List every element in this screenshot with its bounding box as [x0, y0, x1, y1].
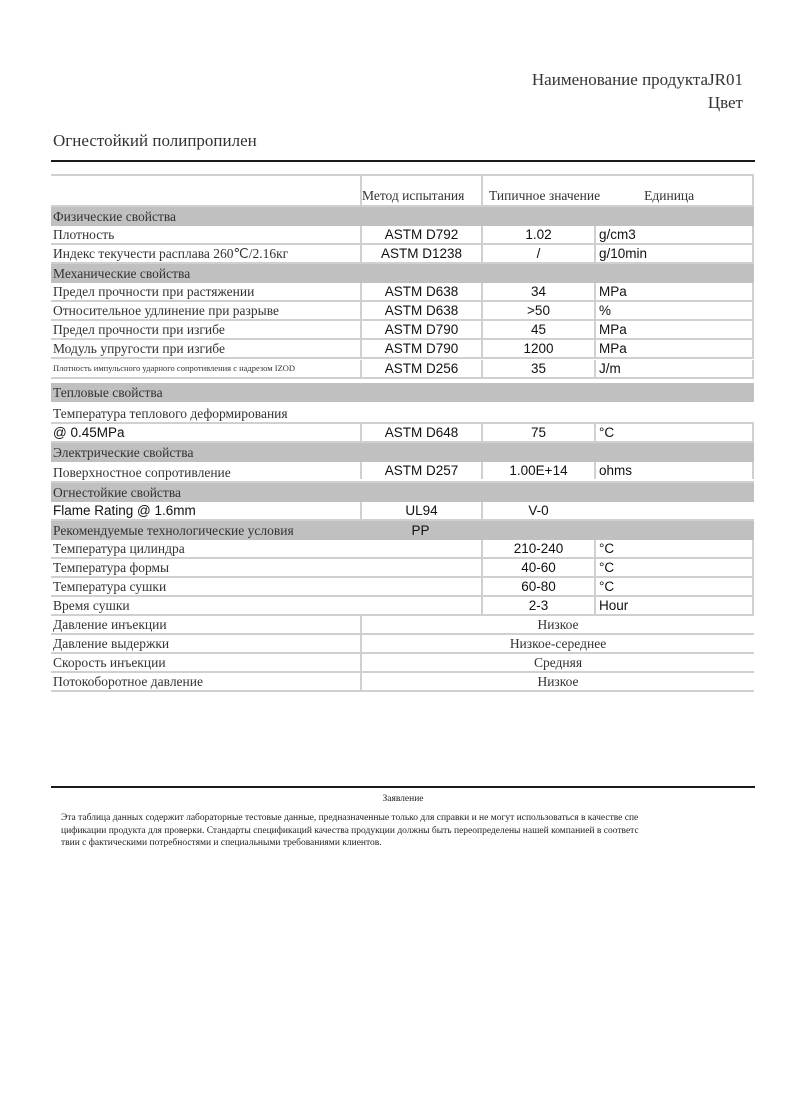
- section-header-processing: [51, 521, 754, 540]
- property-name: Flame Rating @ 1.6mm: [53, 503, 196, 518]
- property-name: @ 0.45MPa: [53, 425, 125, 440]
- test-method: ASTM D638: [360, 302, 481, 319]
- typical-value: 40-60: [481, 559, 594, 576]
- test-method: ASTM D790: [360, 340, 481, 357]
- disclaimer-line: твии с фактическими потребностями и специальными требованиями клиентов.: [61, 838, 382, 848]
- section-header-physical: [51, 207, 754, 226]
- property-name: Потокоборотное давление: [53, 674, 203, 689]
- merged-value: Низкое: [360, 673, 754, 690]
- table-row: [51, 245, 754, 264]
- product-name-label: Наименование продуктаJR01: [531, 70, 743, 89]
- table-row: [51, 405, 754, 424]
- typical-value: V-0: [481, 502, 594, 519]
- section-title: Тепловые свойства: [53, 384, 163, 400]
- unit: MPa: [594, 283, 754, 300]
- table-row: [51, 578, 754, 597]
- table-row: [51, 462, 754, 483]
- property-name: Предел прочности при растяжении: [53, 284, 255, 299]
- property-name: Поверхностное сопротивление: [53, 465, 231, 480]
- disclaimer-line: цификации продукта для проверки. Стандарты спецификаций качества продукции должны быть переопределены нашей компанией в соответс: [61, 825, 639, 836]
- merged-value: Низкое-середнее: [360, 635, 754, 652]
- test-method: ASTM D1238: [360, 245, 481, 262]
- test-method: ASTM D638: [360, 283, 481, 300]
- typical-value: >50: [481, 302, 594, 319]
- property-name: Температура формы: [53, 560, 170, 575]
- table-row: [51, 321, 754, 340]
- table-row: [51, 359, 754, 379]
- section-header-thermal: [51, 383, 754, 402]
- unit: %: [594, 302, 754, 319]
- typical-value: 60-80: [481, 578, 594, 595]
- unit: °C: [594, 559, 754, 576]
- column-header-property: [51, 176, 360, 205]
- table-header-row: [51, 174, 754, 207]
- typical-value: 75: [481, 424, 594, 441]
- unit: °C: [594, 424, 754, 441]
- typical-value: 35: [481, 360, 594, 377]
- unit: °C: [594, 578, 754, 595]
- unit: MPa: [594, 321, 754, 338]
- test-method: UL94: [360, 502, 481, 519]
- column-header-method: Метод испытания: [360, 176, 481, 205]
- test-method: ASTM D648: [360, 424, 481, 441]
- test-method: ASTM D257: [360, 462, 481, 479]
- table-row-merged: [51, 654, 754, 673]
- typical-value: 1.02: [481, 226, 594, 243]
- column-header-typical: Типичное значение: [489, 188, 601, 203]
- properties-table: [51, 174, 754, 692]
- property-name: Скорость инъекции: [53, 655, 166, 670]
- document-title: Огнестойкий полипропилен: [53, 131, 257, 150]
- table-row: [51, 283, 754, 302]
- property-name: Относительное удлинение при разрыве: [53, 303, 279, 318]
- typical-value: /: [481, 245, 594, 262]
- merged-value: Средняя: [360, 654, 754, 671]
- section-header-flame: [51, 483, 754, 502]
- table-row: [51, 540, 754, 559]
- section-title: Электрические свойства: [53, 444, 194, 460]
- disclaimer-line: Эта таблица данных содержит лабораторные тестовые данные, предназначенные только для справки и не могут использоваться в качестве спе: [61, 813, 639, 823]
- table-row: [51, 424, 754, 443]
- color-label: Цвет: [707, 93, 743, 112]
- test-method: ASTM D256: [360, 360, 481, 377]
- section-title: Физические свойства: [53, 208, 177, 224]
- property-name: Плотность: [53, 227, 115, 242]
- property-name: Модуль упругости при изгибе: [53, 341, 225, 356]
- unit: Hour: [594, 597, 754, 614]
- typical-value: 210-240: [481, 540, 594, 557]
- property-name: Температура сушки: [53, 579, 167, 594]
- merged-value: Низкое: [360, 616, 754, 633]
- test-method: ASTM D792: [360, 226, 481, 243]
- disclaimer-title: Заявление: [382, 794, 424, 804]
- table-row: [51, 226, 754, 245]
- column-header-typical-unit: [481, 176, 754, 205]
- title-divider: [51, 160, 755, 162]
- table-row-merged: [51, 635, 754, 654]
- table-row: [51, 340, 754, 359]
- typical-value: 1200: [481, 340, 594, 357]
- property-name: Температура цилиндра: [53, 541, 185, 556]
- property-name: Время сушки: [53, 598, 130, 613]
- property-name: Давление выдержки: [53, 636, 170, 651]
- disclaimer-body: [61, 812, 761, 850]
- unit: °C: [594, 540, 754, 557]
- column-header-unit: Единица: [644, 188, 695, 203]
- section-title: Рекомендуемые технологические условия: [53, 522, 294, 538]
- property-name: Давление инъекции: [53, 617, 167, 632]
- unit: MPa: [594, 340, 754, 357]
- table-row: [51, 559, 754, 578]
- typical-value: 45: [481, 321, 594, 338]
- unit: ohms: [594, 462, 754, 479]
- table-row: [51, 597, 754, 616]
- property-name: Температура теплового деформирования: [53, 406, 288, 421]
- unit: g/10min: [594, 245, 754, 262]
- typical-value: 2-3: [481, 597, 594, 614]
- material-label: PP: [411, 523, 430, 538]
- disclaimer-divider: [51, 786, 755, 788]
- table-row: [51, 502, 754, 521]
- property-name: Индекс текучести расплава 260℃/2.16кг: [53, 246, 289, 261]
- section-title: Механические свойства: [53, 265, 191, 281]
- table-row-merged: [51, 673, 754, 692]
- unit: J/m: [594, 360, 754, 377]
- table-row-merged: [51, 616, 754, 635]
- table-row: [51, 302, 754, 321]
- section-title: Огнестойкие свойства: [53, 484, 182, 500]
- typical-value: 1.00E+14: [481, 462, 594, 479]
- unit: g/cm3: [594, 226, 754, 243]
- section-header-mechanical: [51, 264, 754, 283]
- typical-value: 34: [481, 283, 594, 300]
- property-name: Плотность импульсного ударного сопротивления с надрезом IZOD: [53, 363, 296, 373]
- section-header-electrical: [51, 443, 754, 462]
- test-method: ASTM D790: [360, 321, 481, 338]
- property-name: Предел прочности при изгибе: [53, 322, 225, 337]
